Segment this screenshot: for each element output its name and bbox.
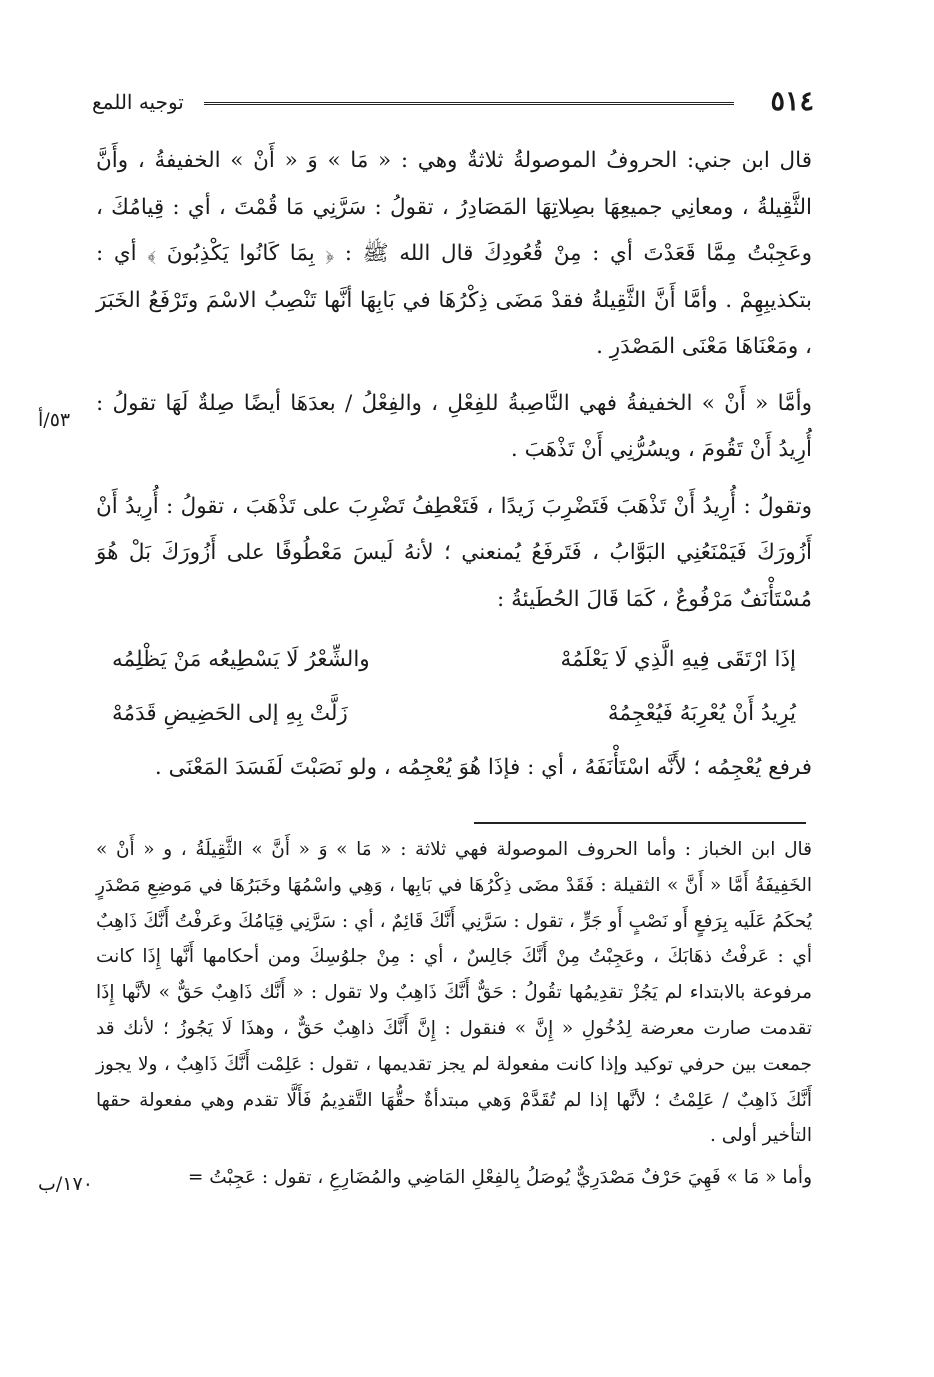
footnote-2: وأما « مَا » فَهِيَ حَرْفٌ مَصْدَرِيٌّ يُوصَلُ بِالفِعْلِ المَاضِي والمُضَارِعِ ، تقول : عَجِبْتُ = <box>187 1167 812 1189</box>
manuscript-folio-note: ١٧٠/ب <box>38 1173 93 1195</box>
running-title: توجيه اللمع <box>92 90 184 114</box>
paragraph-1: قال ابن جني: الحروفُ الموصولةُ ثلاثةٌ وهي : « مَا » وَ « أَنْ » الخفيفةُ ، وأَنَّ الثَّقِيلةُ ، ومعانِي جميعِهَا بصِلاتِهَا المَصَادِرُ ، تقولُ : سَرَّنِي مَا قُمْتَ ، أي : قِيامُكَ ، وعَجِبْتُ مِمَّا قَعَدْتَ أي : مِنْ قُعُودِكَ قال الله ﷺ : ﴿ بِمَا كَانُوا يَكْذِبُونَ ﴾ أي : بتكذيبِهِمْ . وأمَّا أَنَّ الثَّقِيلةُ فقدْ مَضَى ذِكْرُهَا في بَابِهَا أنَّها تَنْصِبُ الاسْمَ وتَرْفَعُ الخَبَرَ ، ومَعْنَاهَا مَعْنَى المَصْدَرِ . <box>96 148 812 359</box>
poem-line-2 <box>96 687 812 741</box>
page-number: ٥١٤ <box>770 86 814 117</box>
paragraph-2: وأمَّا « أَنْ » الخفيفةُ فهي النَّاصِبةُ للفِعْلِ ، والفِعْلُ / بعدَهَا أيضًا صِلةٌ لَهَا تقولُ : أُرِيدُ أَنْ تَقُومَ ، ويسُرُّنِي أَنْ تَذْهَبَ . <box>96 390 812 462</box>
poem-hemistich: يُرِيدُ أَنْ يُعْرِبَهُ فَيُعْجِمُهْ <box>607 701 796 726</box>
main-text <box>96 138 812 802</box>
poem-hemistich: إذَا ارْتَقَى فِيهِ الَّذِي لَا يَعْلَمُهْ <box>560 647 796 672</box>
poem <box>96 633 812 741</box>
page-header <box>92 84 814 120</box>
paragraph-4: فرفع يُعْجِمُه ؛ لأَنَّه اسْتَأْنَفَهُ ، أي : فإذَا هُوَ يُعْجِمُه ، ولو نَصَبْتَ لَفَسَدَ المَعْنَى . <box>154 755 812 780</box>
poem-line-1 <box>96 633 812 687</box>
header-rule <box>204 102 734 105</box>
poem-hemistich: زَلَّتْ بِهِ إلى الحَضِيضِ قَدَمُهْ <box>112 701 348 726</box>
footnote-1: قال ابن الخباز : وأما الحروف الموصولة فهي ثلاثة : « مَا » وَ « أَنَّ » الثَّقِيلَةُ ، و « أَنْ » الخَفِيفَةُ أَمَّا « أَنَّ » الثقيلة : فَقَدْ مضَى ذِكْرُهَا في بَابِها ، وَهِي واسْمُهَا وخَبَرُهَا في مَوضِعِ مَصْدَرٍ يُحكَمُ عَلَيه بِرَفعٍ أَو نَصْبٍ أَو جَرٍّ ، تقول : سَرَّنِي أَنَّكَ قَائِمٌ ، أي : سَرَّنِي قِيَامُكَ وعَرفْتُ أَنَّكَ ذَاهِبٌ أي : عَرفْتُ ذهَابَكَ ، وعَجِبْتُ مِنْ أَنَّكَ جَالِسٌ ، أي : مِنْ جلوُسِكَ ومن أحكامها أَنَّها إِذَا كانت مرفوعة بالابتداء لم يَجُزْ تقدِيمُها تقُولُ : حَقٌّ أَنَّكَ ذَاهِبٌ ولا تقول : « أَنَّك ذَاهِبٌ حَقٌّ » لأنَّها إِذَا تقدمت صارت معرضة لِدُخُولِ « إِنَّ » فنقول : إِنَّ أَنَّكَ ذاهِبٌ حَقٌّ ، وهذَا لَا يَجُوزُ ؛ لأنك قد جمعت بين حرفي توكيد وإذا كانت مفعولة لم يجز تقديمها ، تقول : عَلِمْت أَنَّكَ ذَاهِبٌ ، ولا يجوز أَنَّكَ ذَاهِبٌ / عَلِمْتُ ؛ لأنَّها إذا لم تُقَدَّمْ وَهي مبتدأةٌ حقُّهَا التَّقدِيمُ فَأَلَّا تقدم وهي مفعولة حقها التأخير أولى . <box>96 839 812 1147</box>
footnotes <box>96 832 812 1202</box>
footnote-separator <box>474 822 806 824</box>
poem-hemistich: والشِّعْرُ لَا يَسْطِيعُه مَنْ يَظْلِمُه <box>112 647 370 672</box>
paragraph-3: وتقولُ : أُرِيدُ أَنْ تَذْهَبَ فَتَضْرِبَ زَيدًا ، فَتَعْطِفُ تَضْرِبَ على تَذْهَبَ ، تقولُ : أُرِيدُ أَنْ أَزُورَكَ فَيَمْنَعُنِي البَوَّابُ ، فَتَرفَعُ يُمنعني ؛ لأنهُ لَيسَ مَعْطُوفًا على أَزُورَكَ بَلْ هُوَ مُسْتَأْنَفٌ مَرْفُوعٌ ، كَمَا قَالَ الحُطَيئةُ : <box>96 493 812 612</box>
manuscript-folio-note: ٥٣/أ <box>38 409 71 431</box>
